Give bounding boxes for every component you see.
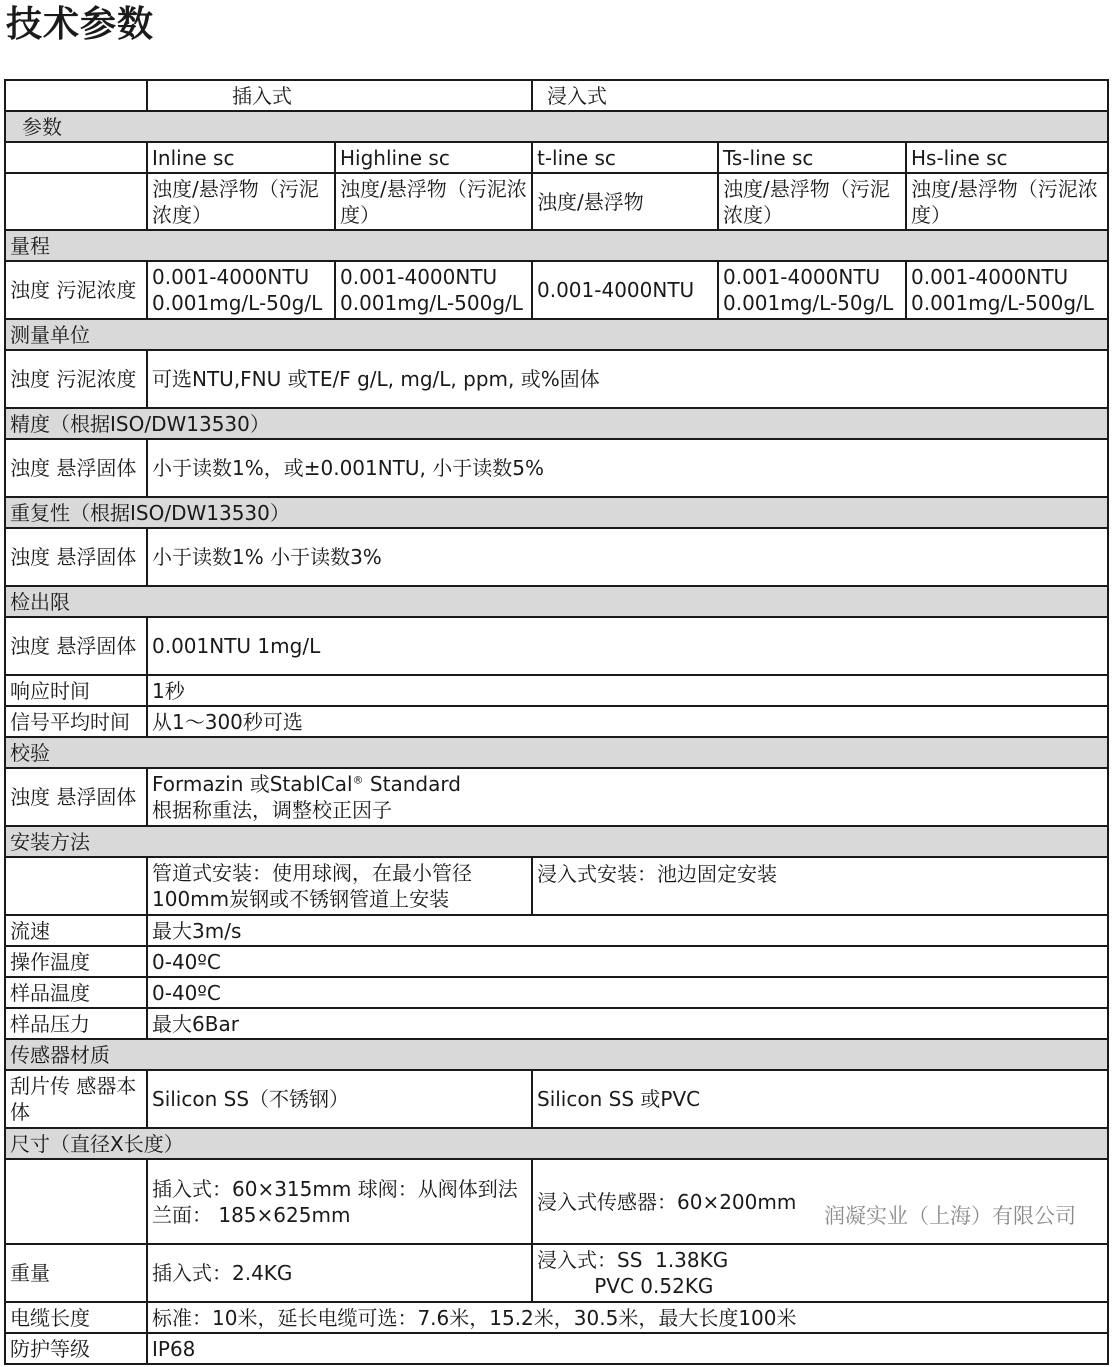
averaging-row xyxy=(5,706,1108,737)
repeat-value: 小于读数1% 小于读数3% xyxy=(147,528,1108,586)
row-label: 浊度 污泥浓度 xyxy=(5,350,147,408)
registered-mark: ® xyxy=(352,773,364,787)
section-material xyxy=(5,1039,1108,1070)
row-label: 流速 xyxy=(5,915,147,946)
calibration-value xyxy=(147,768,1108,826)
section-label: 传感器材质 xyxy=(5,1039,1108,1070)
row-label: 浊度 悬浮固体 xyxy=(5,528,147,586)
range-row xyxy=(5,261,1108,319)
repeat-row xyxy=(5,528,1108,586)
range-value: 0.001-4000NTU 0.001mg/L-50g/L xyxy=(147,261,335,319)
row-label: 样品温度 xyxy=(5,977,147,1008)
flow-value: 最大3m/s xyxy=(147,915,1108,946)
size-row xyxy=(5,1159,1108,1244)
detect-value: 0.001NTU 1mg/L xyxy=(147,617,1108,675)
material-insert: Silicon SS（不锈钢） xyxy=(147,1070,532,1128)
sample-temp-value: 0-40ºC xyxy=(147,977,1108,1008)
row-label: 刮片传 感器本体 xyxy=(5,1070,147,1128)
install-immerse: 浸入式安装：池边固定安装 xyxy=(532,857,1108,915)
row-label: 样品压力 xyxy=(5,1008,147,1039)
section-label: 重复性（根据ISO/DW13530） xyxy=(5,497,1108,528)
section-label: 校验 xyxy=(5,737,1108,768)
averaging-value: 从1～300秒可选 xyxy=(147,706,1108,737)
row-label: 浊度 污泥浓度 xyxy=(5,261,147,319)
section-detection xyxy=(5,586,1108,617)
ip-row xyxy=(5,1333,1108,1364)
response-value: 1秒 xyxy=(147,675,1108,706)
install-insert: 管道式安装：使用球阀，在最小管径100mm炭钢或不锈钢管道上安装 xyxy=(147,857,532,915)
section-accuracy xyxy=(5,408,1108,439)
row-label: 响应时间 xyxy=(5,675,147,706)
section-unit xyxy=(5,319,1108,350)
section-label: 测量单位 xyxy=(5,319,1108,350)
range-value: 0.001-4000NTU xyxy=(532,261,718,319)
calibration-method: Formazin 或StablCal xyxy=(152,772,353,796)
empty-cell xyxy=(5,857,147,915)
header-immerse: 浸入式 xyxy=(532,80,1108,111)
model-name: Ts-line sc xyxy=(718,142,906,173)
sample-temp-row xyxy=(5,977,1108,1008)
accuracy-value: 小于读数1%，或±0.001NTU, 小于读数5% xyxy=(147,439,1108,497)
model-measure: 浊度/悬浮物（污泥浓度） xyxy=(718,173,906,230)
unit-row xyxy=(5,350,1108,408)
weight-insert: 插入式：2.4KG xyxy=(147,1244,532,1302)
operating-temp-row xyxy=(5,946,1108,977)
row-label: 信号平均时间 xyxy=(5,706,147,737)
model-name: t-line sc xyxy=(532,142,718,173)
section-size xyxy=(5,1128,1108,1159)
header-insert: 插入式 xyxy=(147,80,532,111)
calibration-row xyxy=(5,768,1108,826)
model-name: Highline sc xyxy=(335,142,532,173)
accuracy-row xyxy=(5,439,1108,497)
empty-cell xyxy=(5,1159,147,1244)
operating-temp-value: 0-40ºC xyxy=(147,946,1108,977)
model-name: Inline sc xyxy=(147,142,335,173)
cable-value: 标准：10米，延长电缆可选：7.6米，15.2米，30.5米，最大长度100米 xyxy=(147,1302,1108,1333)
row-label: 浊度 悬浮固体 xyxy=(5,617,147,675)
section-range xyxy=(5,230,1108,261)
section-label: 尺寸（直径X长度） xyxy=(5,1128,1108,1159)
model-measure: 浊度/悬浮物（污泥浓度） xyxy=(906,173,1108,230)
model-measure: 浊度/悬浮物（污泥浓度） xyxy=(147,173,335,230)
calibration-note: 根据称重法，调整校正因子 xyxy=(152,798,392,822)
section-calibration xyxy=(5,737,1108,768)
material-row xyxy=(5,1070,1108,1128)
detect-row xyxy=(5,617,1108,675)
row-label: 浊度 悬浮固体 xyxy=(5,768,147,826)
model-measure: 浊度/悬浮物 xyxy=(532,173,718,230)
empty-cell xyxy=(5,80,147,111)
weight-immerse: 浸入式：SS 1.38KG PVC 0.52KG xyxy=(532,1244,1108,1302)
empty-cell xyxy=(5,142,147,173)
row-label: 重量 xyxy=(5,1244,147,1302)
section-label: 检出限 xyxy=(5,586,1108,617)
section-label: 安装方法 xyxy=(5,826,1108,857)
models-row xyxy=(5,142,1108,173)
section-params xyxy=(5,111,1108,142)
spec-table xyxy=(4,79,1109,1365)
ip-value: IP68 xyxy=(147,1333,1108,1364)
material-immerse: Silicon SS 或PVC xyxy=(532,1070,1108,1128)
company-watermark: 润凝实业（上海）有限公司 xyxy=(824,1204,1076,1228)
model-name: Hs-line sc xyxy=(906,142,1108,173)
model-measure: 浊度/悬浮物（污泥浓度） xyxy=(335,173,532,230)
row-label: 操作温度 xyxy=(5,946,147,977)
section-repeatability xyxy=(5,497,1108,528)
cable-row xyxy=(5,1302,1108,1333)
size-immerse: 浸入式传感器：60×200mm xyxy=(532,1159,1108,1244)
install-row xyxy=(5,857,1108,915)
calibration-standard: Standard xyxy=(363,772,461,796)
pressure-value: 最大6Bar xyxy=(147,1008,1108,1039)
response-row xyxy=(5,675,1108,706)
size-insert: 插入式：60×315mm 球阀：从阀体到法兰面： 185×625mm xyxy=(147,1159,532,1244)
row-label: 电缆长度 xyxy=(5,1302,147,1333)
section-install xyxy=(5,826,1108,857)
measure-row xyxy=(5,173,1108,230)
section-label: 参数 xyxy=(5,111,1108,142)
range-value: 0.001-4000NTU 0.001mg/L-50g/L xyxy=(718,261,906,319)
range-value: 0.001-4000NTU 0.001mg/L-500g/L xyxy=(906,261,1108,319)
range-value: 0.001-4000NTU 0.001mg/L-500g/L xyxy=(335,261,532,319)
section-label: 量程 xyxy=(5,230,1108,261)
empty-cell xyxy=(5,173,147,230)
flow-row xyxy=(5,915,1108,946)
unit-value: 可选NTU,FNU 或TE/F g/L, mg/L, ppm, 或%固体 xyxy=(147,350,1108,408)
pressure-row xyxy=(5,1008,1108,1039)
row-label: 浊度 悬浮固体 xyxy=(5,439,147,497)
row-label: 防护等级 xyxy=(5,1333,147,1364)
type-header-row xyxy=(5,80,1108,111)
section-label: 精度（根据ISO/DW13530） xyxy=(5,408,1108,439)
weight-row xyxy=(5,1244,1108,1302)
page-title: 技术参数 xyxy=(6,4,155,45)
